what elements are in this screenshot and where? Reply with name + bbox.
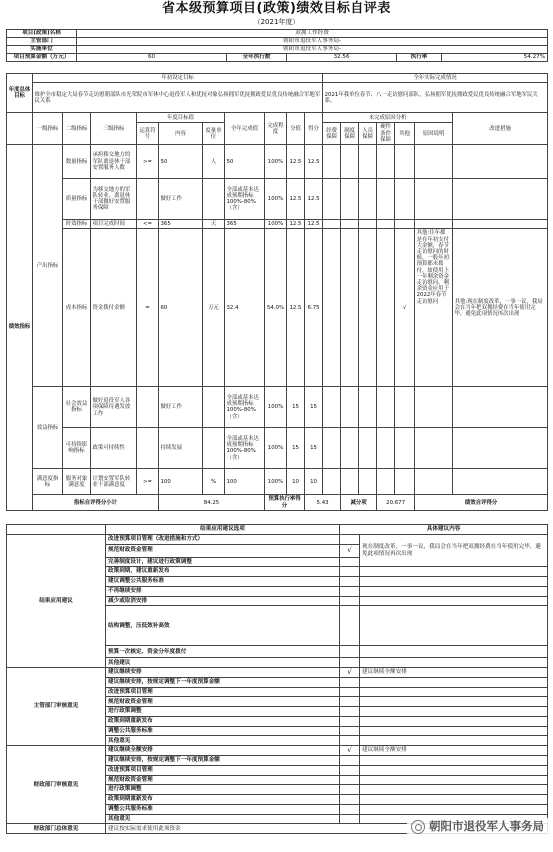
improve-cell	[453, 220, 548, 229]
explain-text: 其他:往年都是在年初支付大金额，春节走访慰问的时候，一般年初预算都未拨付，故使用上一年剩余资金走访慰问，剩余资金应用于2022年春节走访慰问	[415, 229, 453, 387]
option-tick	[340, 596, 360, 606]
level1-header: 一级指标	[33, 113, 63, 145]
app-suggest-label: 结果应用建议	[7, 534, 106, 667]
deg-cell: 100%	[265, 469, 287, 495]
finance-review-label: 财政部门审核意见	[7, 746, 106, 824]
option-item: 调整公共服务标准	[106, 726, 340, 736]
option-content	[360, 577, 548, 587]
project-info-table	[6, 29, 548, 62]
score-cell: 15	[287, 387, 305, 428]
suggestion-table	[6, 524, 548, 834]
option-content	[360, 687, 548, 697]
econ-cell	[323, 469, 341, 495]
option-content	[360, 658, 548, 668]
unit-cell: 人	[203, 145, 225, 179]
option-content	[360, 586, 548, 596]
improve-header: 改进措施	[453, 113, 548, 145]
form-title: 省本级预算项目(政策)绩效目标自评表	[162, 1, 391, 16]
option-item: 改进预算项目管理	[106, 687, 340, 697]
sys-cell	[341, 387, 359, 428]
table-row	[7, 387, 548, 428]
got-cell: 15	[305, 387, 323, 428]
staff-cell	[359, 229, 377, 387]
option-content	[360, 707, 548, 717]
actual-cell: 50	[225, 145, 265, 179]
op-cell	[137, 428, 159, 469]
l3-cell: 为移交地方的军队转业、离退休干部做好安置服务保障	[91, 179, 137, 220]
l2-cell: 质量指标	[63, 179, 91, 220]
specific-content-header: 具体建议内容	[340, 525, 548, 535]
deg-cell: 54.0%	[265, 229, 287, 387]
hw-cell	[377, 179, 395, 220]
unit-cell: 天	[203, 220, 225, 229]
sys-cell	[341, 428, 359, 469]
option-item: 进行政策调整	[106, 707, 340, 717]
score-cell: 12.5	[287, 229, 305, 387]
wechat-icon	[411, 820, 425, 834]
l3-cell: 政策可持续性	[91, 428, 137, 469]
l2-cell: 数量指标	[63, 145, 91, 179]
exec-label: 全年执行数	[227, 54, 287, 62]
op-cell: =	[137, 229, 159, 387]
option-tick	[340, 567, 360, 577]
other-cell	[395, 145, 415, 179]
option-item: 其他意见	[106, 814, 340, 824]
got-cell: 10	[305, 469, 323, 495]
unit-cell	[203, 179, 225, 220]
option-item: 完善制度设计，建议进行政策调整	[106, 557, 340, 567]
explain-header: 原因说明	[415, 123, 453, 145]
suggest-spacer	[7, 525, 106, 535]
l2-cell: 时效指标	[63, 220, 91, 229]
op-cell	[137, 387, 159, 428]
actual-cell: 全部或基本达成预期指标100%-80%（含）	[225, 387, 265, 428]
level2-header: 二级指标	[63, 113, 91, 145]
rate-value: 54.27%	[442, 54, 548, 62]
got-cell: 6.75	[305, 229, 323, 387]
option-item: 规范财政资金管理	[106, 697, 340, 707]
other-cell	[395, 179, 415, 220]
l2-cell: 服务对象满意度	[63, 469, 91, 495]
header-spacer	[7, 113, 33, 145]
actual-cell: 全部或基本达成预期指标100%-80%（含）	[225, 428, 265, 469]
hw-cell	[377, 229, 395, 387]
total-score-label: 绩效自评得分	[415, 495, 548, 510]
option-item: 政策到期重新发布	[106, 795, 340, 805]
option-item: 建议继续安排，按规定调整下一年度预算金额	[106, 756, 340, 766]
content-header: 内容	[159, 123, 203, 145]
unit-cell: %	[203, 469, 225, 495]
sys-cell	[341, 469, 359, 495]
explain-cell	[415, 469, 453, 495]
effect-label: 效益指标	[33, 387, 63, 469]
checkmark: √	[347, 746, 352, 755]
finance-overall-label: 财政部门总体意见	[7, 824, 106, 834]
sys-cell	[341, 179, 359, 220]
l3-cell: 计划安置军队转业干部满意度	[91, 469, 137, 495]
option-content	[360, 804, 548, 814]
option-tick	[340, 814, 360, 824]
table-row	[7, 428, 548, 469]
improve-cell	[453, 469, 548, 495]
watermark-text: 朝阳市退役军人事务局	[429, 819, 544, 833]
level3-header: 三级指标	[91, 113, 137, 145]
perf-label: 绩效指标	[7, 145, 33, 511]
l2-cell: 成本指标	[63, 229, 91, 387]
project-name-label: 项目(政策)名称	[7, 30, 77, 38]
l3-cell: 承担移交地方的军队离退休干部安置服务人数	[91, 145, 137, 179]
option-item: 建议调整公共服务标准	[106, 577, 340, 587]
degree-header: 完成程度	[265, 113, 287, 145]
explain-cell	[415, 145, 453, 179]
sys-cell	[341, 220, 359, 229]
option-content	[360, 775, 548, 785]
option-item: 规范财政资金管理	[106, 775, 340, 785]
app-suggest-text: 现在制度改革，一事一议，我局会在当年把双拥经费在当年使用完毕，避免此项情况再次出现	[360, 534, 548, 567]
deg-cell: 100%	[265, 145, 287, 179]
deg-cell: 100%	[265, 220, 287, 229]
dept-review-label: 主管部门审核意见	[7, 668, 106, 746]
option-content	[360, 756, 548, 766]
dept-suggest-text: 建议继续全额安排	[360, 668, 548, 678]
staff-header: 人员保障	[359, 123, 377, 145]
option-content	[360, 596, 548, 606]
option-item: 减少或取消安排	[106, 596, 340, 606]
indicator-table	[6, 73, 548, 511]
exec-value: 32.56	[287, 54, 397, 62]
other-cell	[395, 469, 415, 495]
l3-cell: 项目完成时间	[91, 220, 137, 229]
form-year: （2021年度）	[253, 18, 300, 26]
sys-header: 制度保障	[341, 123, 359, 145]
improve-text: 其他:现在制度改革，一事一议，我局会在当年把双拥经费在当年使用完毕，避免此项情况再次出现	[453, 229, 548, 387]
finance-suggest-text: 建议继续全额安排	[360, 746, 548, 756]
summary-row	[7, 495, 548, 510]
econ-cell	[323, 179, 341, 220]
option-tick	[340, 697, 360, 707]
op-cell	[137, 179, 159, 220]
option-content	[360, 785, 548, 795]
score-subtotal-label: 指标自评得分小计	[33, 495, 159, 510]
l2-cell: 社会效益指标	[63, 387, 91, 428]
explain-cell	[415, 387, 453, 428]
option-tick	[340, 736, 360, 746]
deg-cell: 100%	[265, 179, 287, 220]
output-label: 产出指标	[33, 145, 63, 387]
option-tick	[340, 586, 360, 596]
l2-cell: 可持续影响指标	[63, 428, 91, 469]
econ-cell	[323, 145, 341, 179]
rate-label: 执行率	[397, 54, 442, 62]
l3-cell: 做好退役军人各项保障待遇发放工作	[91, 387, 137, 428]
staff-cell	[359, 428, 377, 469]
other-cell	[395, 428, 415, 469]
op-cell: <=	[137, 220, 159, 229]
budget-label: 项目预算金额（万元）	[7, 54, 77, 62]
hw-cell	[377, 220, 395, 229]
staff-cell	[359, 469, 377, 495]
option-tick	[340, 646, 360, 658]
unit-cell	[203, 387, 225, 428]
sys-cell	[341, 229, 359, 387]
hw-cell	[377, 469, 395, 495]
explain-cell	[415, 220, 453, 229]
option-item: 改进预算项目管理（改进措施和方式）	[106, 534, 340, 544]
option-item: 政策到期重新发布	[106, 716, 340, 726]
option-tick	[340, 804, 360, 814]
improve-cell	[453, 387, 548, 428]
hw-cell	[377, 428, 395, 469]
score-cell: 12.5	[287, 220, 305, 229]
deg-cell: 100%	[265, 387, 287, 428]
option-item: 建议继续安排，按规定调整下一年度预算金额	[106, 677, 340, 687]
option-content	[360, 736, 548, 746]
got-cell: 12.5	[305, 145, 323, 179]
other-tick: √	[395, 229, 415, 387]
score-cell: 15	[287, 428, 305, 469]
option-tick	[340, 726, 360, 736]
option-tick	[340, 765, 360, 775]
option-tick	[340, 534, 360, 544]
val-cell: 持续发展	[159, 428, 203, 469]
unit-header: 度量单位	[203, 123, 225, 145]
option-tick	[340, 746, 360, 756]
deg-cell: 100%	[265, 428, 287, 469]
hw-cell	[377, 145, 395, 179]
improve-cell	[453, 179, 548, 220]
option-item: 改进预算项目管理	[106, 765, 340, 775]
option-content	[360, 726, 548, 736]
table-row	[7, 229, 548, 387]
annual-goal-label: 年度总体目标	[7, 74, 33, 113]
score-subtotal-value: 84.25	[159, 495, 265, 510]
score-header: 分值	[287, 113, 305, 145]
option-tick	[340, 707, 360, 717]
option-content	[360, 646, 548, 658]
result-option-header: 结果应用建议选项	[106, 525, 340, 535]
option-item: 其他意见	[106, 736, 340, 746]
option-tick	[340, 677, 360, 687]
finance-overall-value: 建议按实际需求使用此项资金	[106, 824, 548, 834]
table-row	[7, 145, 548, 179]
option-item: 不再继续安排	[106, 586, 340, 596]
option-content	[360, 606, 548, 646]
option-content	[360, 567, 548, 577]
option-item: 其他建议	[106, 658, 340, 668]
staff-cell	[359, 145, 377, 179]
score-cell: 10	[287, 469, 305, 495]
actual-status-header: 全年实际完成情况	[323, 74, 548, 83]
other-cell	[395, 220, 415, 229]
econ-cell	[323, 428, 341, 469]
option-tick	[340, 687, 360, 697]
checkmark: √	[347, 546, 352, 555]
watermark	[407, 818, 553, 836]
budget-score-label: 预算执行率得分	[265, 495, 305, 510]
val-cell: 60	[159, 229, 203, 387]
option-tick	[340, 577, 360, 587]
hw-cell	[377, 387, 395, 428]
improve-cell	[453, 428, 548, 469]
staff-cell	[359, 387, 377, 428]
explain-cell	[415, 179, 453, 220]
unit-cell: 万元	[203, 229, 225, 387]
val-cell: 做好工作	[159, 387, 203, 428]
option-tick	[340, 557, 360, 567]
actual-cell: 32.4	[225, 229, 265, 387]
option-tick	[340, 716, 360, 726]
option-item: 政策到期，建议重新发布	[106, 567, 340, 577]
option-content	[360, 716, 548, 726]
op-cell: >=	[137, 145, 159, 179]
option-tick	[340, 658, 360, 668]
econ-header: 经费保障	[323, 123, 341, 145]
explain-cell	[415, 428, 453, 469]
op-cell: >=	[137, 469, 159, 495]
table-row	[7, 220, 548, 229]
val-cell: 100	[159, 469, 203, 495]
got-cell: 12.5	[305, 220, 323, 229]
other-cell	[395, 387, 415, 428]
econ-cell	[323, 220, 341, 229]
option-content	[360, 795, 548, 805]
l1-cell: 满意度指标	[33, 469, 63, 495]
project-name-value: 双拥工作经费	[77, 30, 548, 38]
econ-cell	[323, 387, 341, 428]
got-cell: 12.5	[305, 179, 323, 220]
table-row	[7, 469, 548, 495]
option-item: 规范财政资金管理	[106, 544, 340, 557]
checkmark: √	[347, 668, 352, 677]
initial-goal-text: 维护全市稳定大局春节走访慰朝部队市光荣院市军休中心退役军人和优抚对象弘扬拥军优抚拥政爱民优良传统融合军地军民关系	[33, 83, 323, 113]
option-content	[360, 677, 548, 687]
actual-cell: 365	[225, 220, 265, 229]
option-content	[360, 765, 548, 775]
actual-cell: 100	[225, 469, 265, 495]
got-cell: 15	[305, 428, 323, 469]
score-cell: 12.5	[287, 145, 305, 179]
staff-cell	[359, 220, 377, 229]
option-tick	[340, 775, 360, 785]
option-item: 调整公共服务标准	[106, 804, 340, 814]
initial-goal-header: 年初设定目标	[33, 74, 323, 83]
option-item: 建议继续全额安排	[106, 746, 340, 756]
option-tick	[340, 606, 360, 646]
deduct-value: 20.677	[377, 495, 415, 510]
actual-status-text: 2021年我单位春节、八一走访慰问部队，弘扬拥军优抚拥政爱民优良传统融合军地军民关系。	[323, 83, 548, 113]
hw-header: 硬件条件保障	[377, 123, 395, 145]
option-tick	[340, 785, 360, 795]
got-header: 得分	[305, 113, 323, 145]
l3-cell: 资金拨付金额	[91, 229, 137, 387]
option-item: 预算一次核定、资金分年度拨付	[106, 646, 340, 658]
option-tick	[340, 544, 360, 557]
val-cell: 50	[159, 145, 203, 179]
staff-cell	[359, 179, 377, 220]
option-item: 结构调整，压低效补高效	[106, 606, 340, 646]
score-cell: 12.5	[287, 179, 305, 220]
sys-cell	[341, 145, 359, 179]
deduct-label: 减分项	[341, 495, 377, 510]
option-item: 建议继续安排	[106, 668, 340, 678]
dept-value: 朝阳市退役军人事务局-	[77, 38, 548, 46]
improve-cell	[453, 145, 548, 179]
unit-cell	[203, 428, 225, 469]
reason-header: 未完成原因分析	[323, 113, 453, 123]
target-value-header: 年度目标值	[137, 113, 225, 123]
budget-value: 60	[77, 54, 227, 62]
other-header: 其他	[395, 123, 415, 145]
table-row	[7, 179, 548, 220]
op-header: 运算符号	[137, 123, 159, 145]
option-tick	[340, 756, 360, 766]
val-cell: 做好工作	[159, 179, 203, 220]
option-item: 进行政策调整	[106, 785, 340, 795]
option-tick	[340, 795, 360, 805]
dept-label: 主管部门	[7, 38, 77, 46]
actual-cell: 全部或基本达成预期指标100%-80%（含）	[225, 179, 265, 220]
actual-value-header: 全年完成值	[225, 113, 265, 145]
val-cell: 365	[159, 220, 203, 229]
option-tick	[340, 668, 360, 678]
budget-score-value: 5.43	[305, 495, 341, 510]
option-content	[360, 697, 548, 707]
econ-cell	[323, 229, 341, 387]
unit-label: 实施单位	[7, 46, 77, 54]
unit-value: 朝阳市退役军人事务局-	[77, 46, 548, 54]
